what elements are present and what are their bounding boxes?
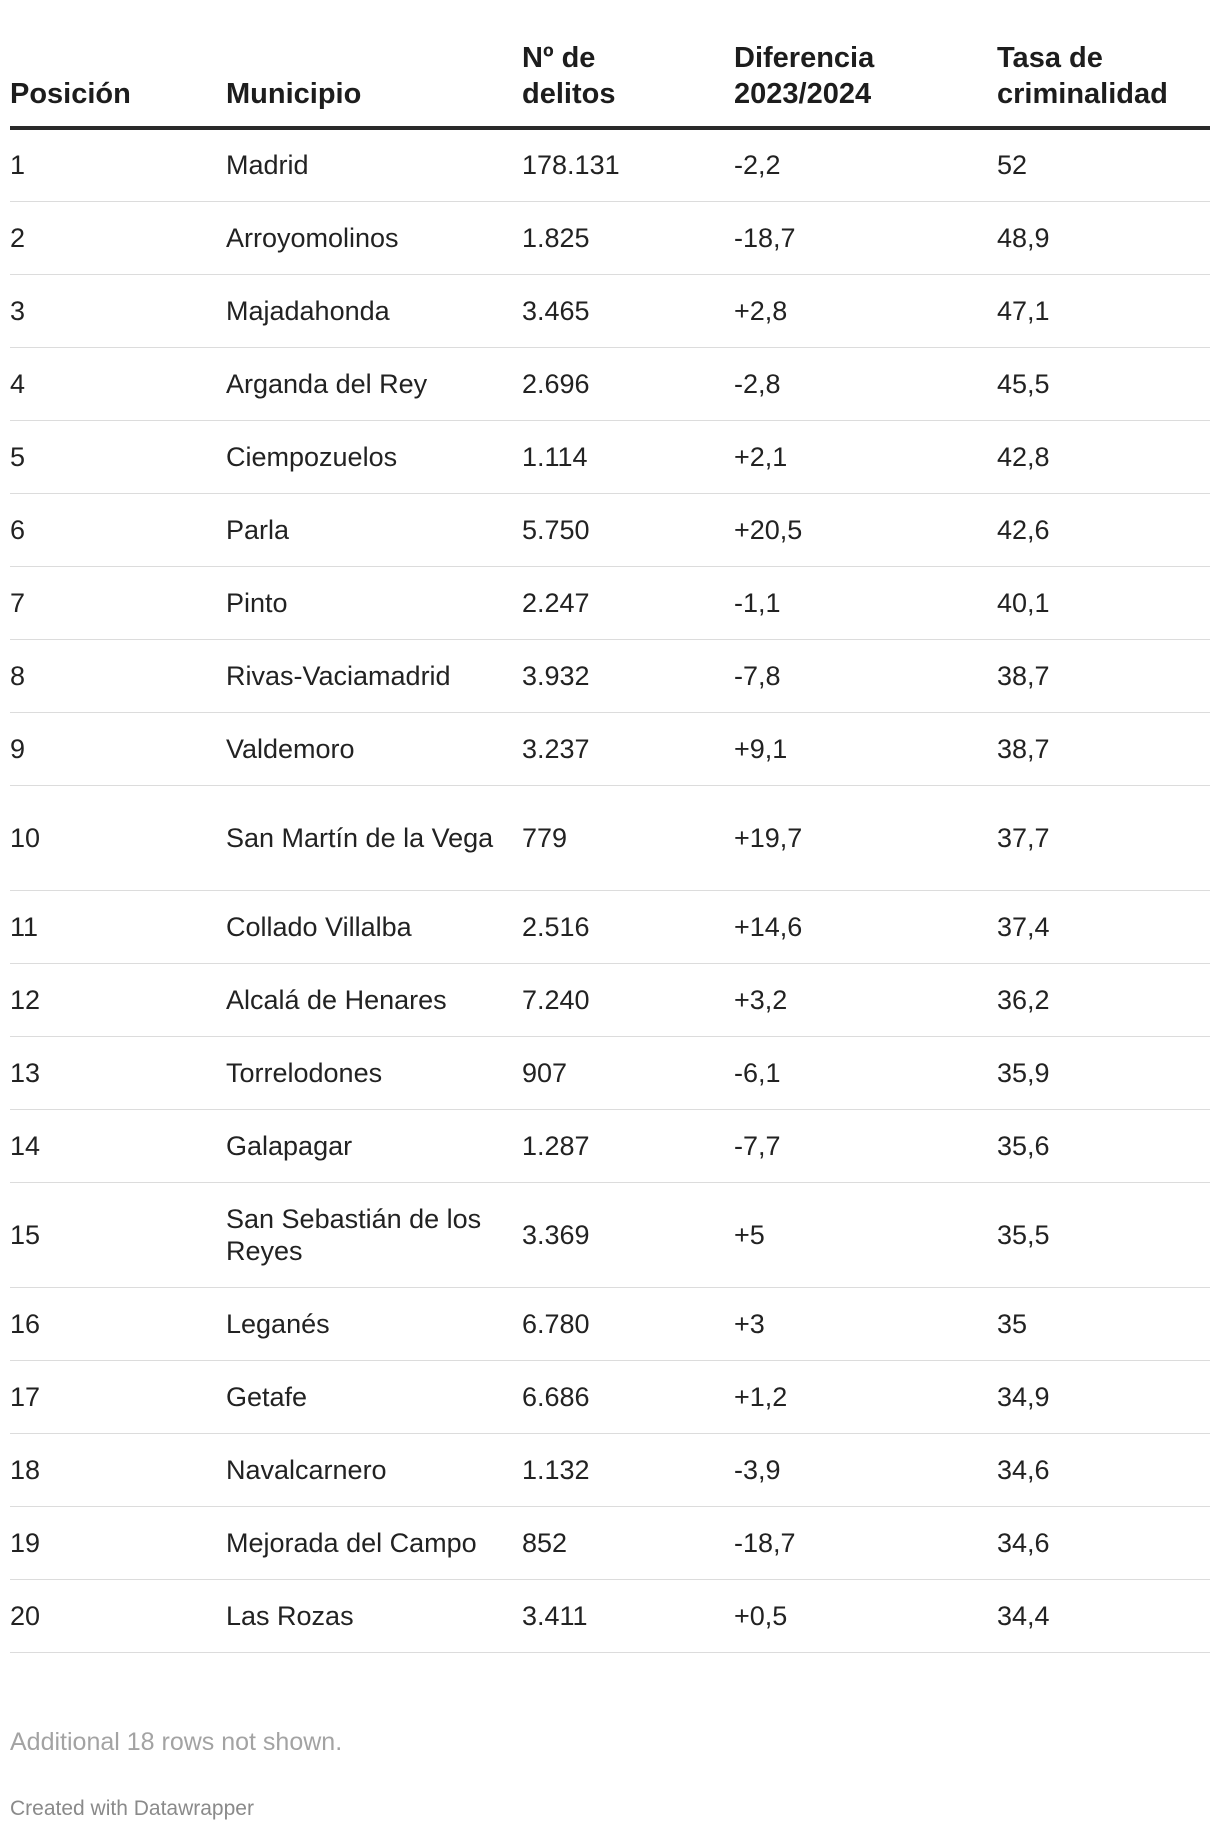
table-row [10,1506,1210,1579]
table-row [10,201,1210,274]
rows-not-shown-note: Additional 18 rows not shown. [10,1728,343,1756]
cell-position: 3 [10,274,226,347]
cell-crime-rate: 42,6 [997,493,1210,566]
cell-crime-rate: 35,6 [997,1109,1210,1182]
cell-crimes: 907 [522,1036,734,1109]
cell-difference: -1,1 [734,566,997,639]
table-row [10,963,1210,1036]
cell-crime-rate: 38,7 [997,639,1210,712]
cell-crimes: 1.825 [522,201,734,274]
cell-difference: -18,7 [734,1506,997,1579]
table-row [10,890,1210,963]
cell-difference: +20,5 [734,493,997,566]
cell-crime-rate: 47,1 [997,274,1210,347]
cell-municipality: Ciempozuelos [226,420,522,493]
cell-position: 4 [10,347,226,420]
header-municipality-label: Municipio [226,78,362,110]
table-row [10,1182,1210,1287]
header-crime-rate [997,0,1210,128]
table-row [10,1036,1210,1109]
cell-crimes: 6.780 [522,1287,734,1360]
cell-crimes: 178.131 [522,128,734,201]
cell-position: 17 [10,1360,226,1433]
cell-position: 5 [10,420,226,493]
cell-crimes: 779 [522,785,734,890]
cell-crimes: 2.247 [522,566,734,639]
cell-municipality: Parla [226,493,522,566]
cell-municipality: Leganés [226,1287,522,1360]
cell-crime-rate: 35,5 [997,1182,1210,1287]
criminality-table-container [10,0,1210,1653]
header-position-label: Posición [10,78,131,110]
cell-difference: +2,8 [734,274,997,347]
cell-position: 6 [10,493,226,566]
cell-position: 13 [10,1036,226,1109]
cell-position: 10 [10,785,226,890]
cell-municipality: Arroyomolinos [226,201,522,274]
cell-crime-rate: 42,8 [997,420,1210,493]
cell-crime-rate: 36,2 [997,963,1210,1036]
cell-municipality: San Sebastián de los Reyes [226,1182,522,1287]
table-row [10,420,1210,493]
cell-municipality: Las Rozas [226,1579,522,1652]
table-row [10,1109,1210,1182]
cell-difference: -6,1 [734,1036,997,1109]
cell-position: 14 [10,1109,226,1182]
cell-crime-rate: 34,9 [997,1360,1210,1433]
cell-difference: -7,8 [734,639,997,712]
cell-municipality: Rivas-Vaciamadrid [226,639,522,712]
cell-difference: +1,2 [734,1360,997,1433]
cell-crimes: 3.237 [522,712,734,785]
cell-municipality: Galapagar [226,1109,522,1182]
cell-position: 20 [10,1579,226,1652]
cell-crimes: 3.411 [522,1579,734,1652]
cell-difference: +9,1 [734,712,997,785]
header-difference [734,0,997,128]
table-header [10,0,1210,128]
cell-crime-rate: 45,5 [997,347,1210,420]
cell-crime-rate: 37,4 [997,890,1210,963]
cell-crime-rate: 37,7 [997,785,1210,890]
cell-difference: +14,6 [734,890,997,963]
cell-difference: +5 [734,1182,997,1287]
cell-crimes: 1.114 [522,420,734,493]
table-row [10,1360,1210,1433]
cell-crimes: 3.465 [522,274,734,347]
table-body [10,128,1210,1652]
cell-crime-rate: 48,9 [997,201,1210,274]
cell-crimes: 2.696 [522,347,734,420]
table-row [10,639,1210,712]
cell-municipality: Valdemoro [226,712,522,785]
table-row [10,566,1210,639]
cell-municipality: Navalcarnero [226,1433,522,1506]
table-row [10,347,1210,420]
cell-crimes: 3.369 [522,1182,734,1287]
cell-position: 1 [10,128,226,201]
table-row [10,493,1210,566]
cell-position: 8 [10,639,226,712]
cell-municipality: Mejorada del Campo [226,1506,522,1579]
table-row [10,712,1210,785]
cell-crimes: 852 [522,1506,734,1579]
table-row [10,128,1210,201]
cell-position: 2 [10,201,226,274]
cell-difference: +2,1 [734,420,997,493]
cell-crimes: 3.932 [522,639,734,712]
cell-crimes: 1.287 [522,1109,734,1182]
cell-municipality: Pinto [226,566,522,639]
cell-position: 18 [10,1433,226,1506]
cell-crime-rate: 35,9 [997,1036,1210,1109]
cell-municipality: Torrelodones [226,1036,522,1109]
cell-difference: -3,9 [734,1433,997,1506]
cell-municipality: Madrid [226,128,522,201]
cell-municipality: Majadahonda [226,274,522,347]
cell-municipality: Arganda del Rey [226,347,522,420]
header-municipality [226,0,522,128]
cell-difference: +3 [734,1287,997,1360]
cell-difference: -2,2 [734,128,997,201]
header-crimes [522,0,734,128]
cell-difference: +0,5 [734,1579,997,1652]
cell-crime-rate: 34,4 [997,1579,1210,1652]
header-position [10,0,226,128]
header-difference-label: Diferencia 2023/2024 [734,42,875,110]
cell-municipality: San Martín de la Vega [226,785,522,890]
cell-municipality: Alcalá de Henares [226,963,522,1036]
cell-crimes: 6.686 [522,1360,734,1433]
cell-crime-rate: 40,1 [997,566,1210,639]
cell-difference: +19,7 [734,785,997,890]
table-row [10,785,1210,890]
cell-crime-rate: 38,7 [997,712,1210,785]
criminality-table [10,0,1210,1653]
cell-crime-rate: 34,6 [997,1506,1210,1579]
cell-crimes: 1.132 [522,1433,734,1506]
cell-position: 12 [10,963,226,1036]
table-row [10,1579,1210,1652]
table-row [10,1287,1210,1360]
cell-municipality: Getafe [226,1360,522,1433]
cell-position: 19 [10,1506,226,1579]
datawrapper-credit: Created with Datawrapper [10,1797,254,1820]
cell-crimes: 7.240 [522,963,734,1036]
cell-crimes: 5.750 [522,493,734,566]
header-row [10,0,1210,128]
header-crime-rate-label: Tasa de criminalidad [997,42,1168,110]
cell-difference: -2,8 [734,347,997,420]
cell-crime-rate: 34,6 [997,1433,1210,1506]
cell-crimes: 2.516 [522,890,734,963]
cell-position: 9 [10,712,226,785]
cell-position: 16 [10,1287,226,1360]
cell-position: 15 [10,1182,226,1287]
cell-position: 7 [10,566,226,639]
cell-difference: -7,7 [734,1109,997,1182]
cell-difference: -18,7 [734,201,997,274]
cell-position: 11 [10,890,226,963]
cell-crime-rate: 35 [997,1287,1210,1360]
header-crimes-label: Nº de delitos [522,42,616,110]
cell-municipality: Collado Villalba [226,890,522,963]
table-row [10,274,1210,347]
table-row [10,1433,1210,1506]
cell-crime-rate: 52 [997,128,1210,201]
cell-difference: +3,2 [734,963,997,1036]
